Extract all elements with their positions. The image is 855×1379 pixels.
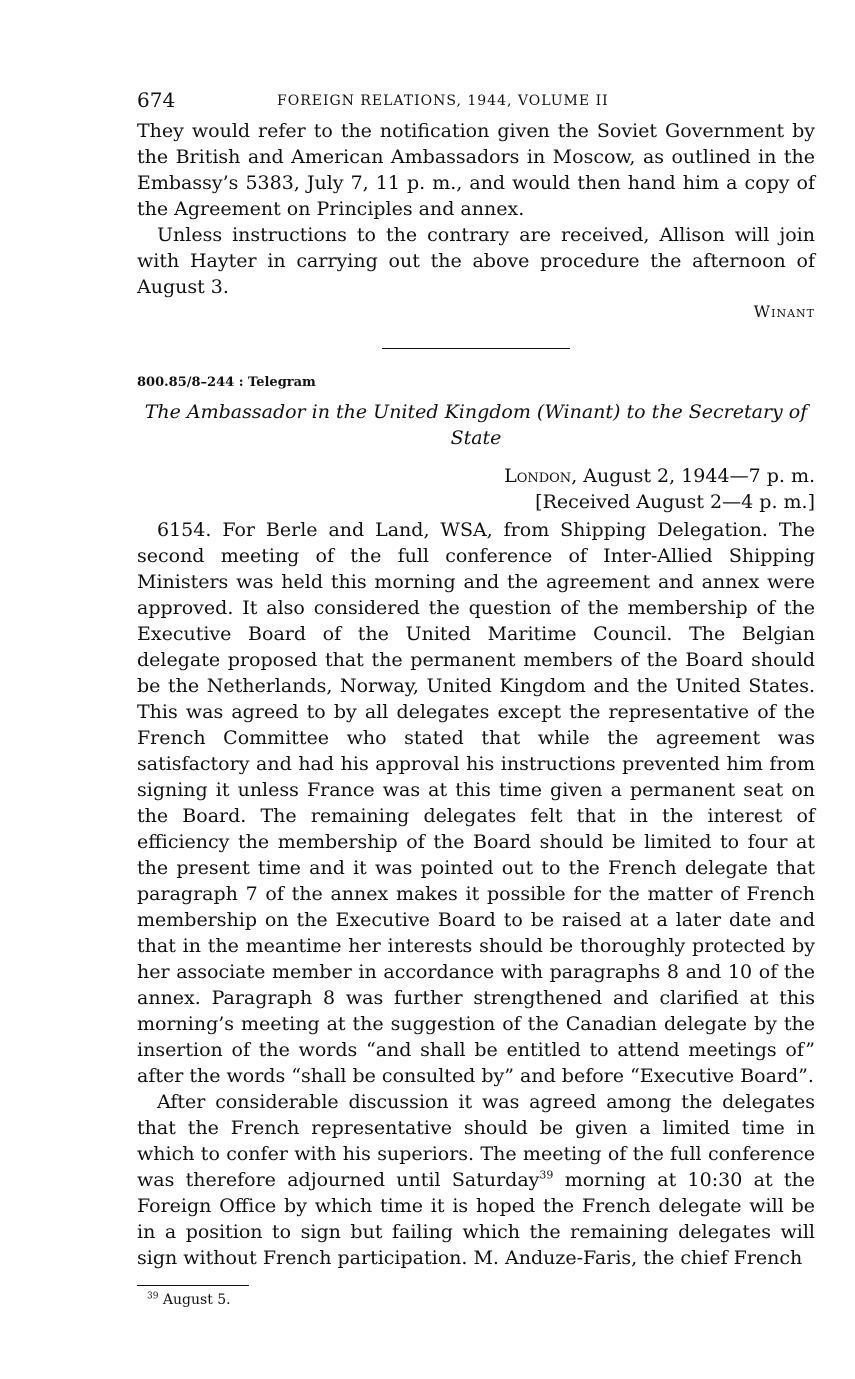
page-number: 674 [137, 88, 176, 112]
running-head-title: FOREIGN RELATIONS, 1944, VOLUME II [277, 93, 609, 109]
signature: Winant [753, 302, 815, 321]
body-paragraph [137, 1089, 815, 1271]
footnote-reference[interactable]: 39 [539, 1168, 554, 1182]
footnote-divider [137, 1285, 249, 1286]
body-paragraph: 6154. For Berle and Land, WSA, from Shipping Delegation. The second meeting of the full conference of Inter-Allied Shipping Ministers was held this morning and the agreement and annex were approved. It also considered the question of the membership of the Executive Board of the United Maritime Council. The Belgian delegate proposed that the permanent members of the Board should be the Netherlands, Norway, United Kingdom and the United States. This was agreed to by all delegates except the representative of the French Committee who stated that while the agreement was satisfactory and had his approval his instructions prevented him from signing it unless France was at this time given a permanent seat on the Board. The remaining delegates felt that in the interest of efficiency the membership of the Board should be limited to four at the present time and it was pointed out to the French delegate that paragraph 7 of the annex makes it possible for the matter of French membership on the Executive Board to be raised at a later date and that in the meantime her interests should be thoroughly protected by her associate member in accordance with paragraphs 8 and 10 of the annex. Paragraph 8 was further strengthened and clarified at this morning’s meeting at the suggestion of the Canadian delegate by the insertion of the words “and shall be entitled to attend meetings of” after the words “shall be consulted by” and before “Executive Board”. [137, 519, 815, 1087]
body-paragraph: Unless instructions to the contrary are received, Allison will join with Hayter in carrying out the above procedure the afternoon of August 3. [137, 224, 815, 298]
footnote-text: August 5. [162, 1292, 231, 1308]
paragraph-text: morning at 10:30 at the Foreign Office by which time it is hoped the French delegate will be in a position to sign but failing which the remaining delegates will sign without French participation. M. Anduze-Faris, the chief French [137, 1169, 816, 1269]
section-divider [382, 348, 570, 349]
dateline [137, 463, 815, 489]
document-page [137, 88, 815, 1310]
running-head [137, 88, 815, 118]
received-line: [Received August 2—4 p. m.] [535, 491, 815, 513]
dateline-place: London [504, 465, 572, 487]
footnote-number: 39 [147, 1291, 159, 1302]
document-title: The Ambassador in the United Kingdom (Winant) to the Secretary of State [144, 401, 808, 449]
dateline-date: , August 2, 1944—7 p. m. [571, 465, 815, 487]
file-reference: 800.85/8–244 : Telegram [137, 375, 316, 390]
footnote [147, 1290, 815, 1310]
paragraph-text: After considerable discussion it was agreed among the delegates that the French representative should be given a limited time in which to confer with his superiors. The meeting of the full conference was therefore adjourned until Saturday [137, 1091, 815, 1191]
body-paragraph: They would refer to the notification given the Soviet Government by the British and American Ambassadors in Moscow, as outlined in the Embassy’s 5383, July 7, 11 p. m., and would then hand him a copy of the Agreement on Principles and annex. [137, 120, 815, 220]
